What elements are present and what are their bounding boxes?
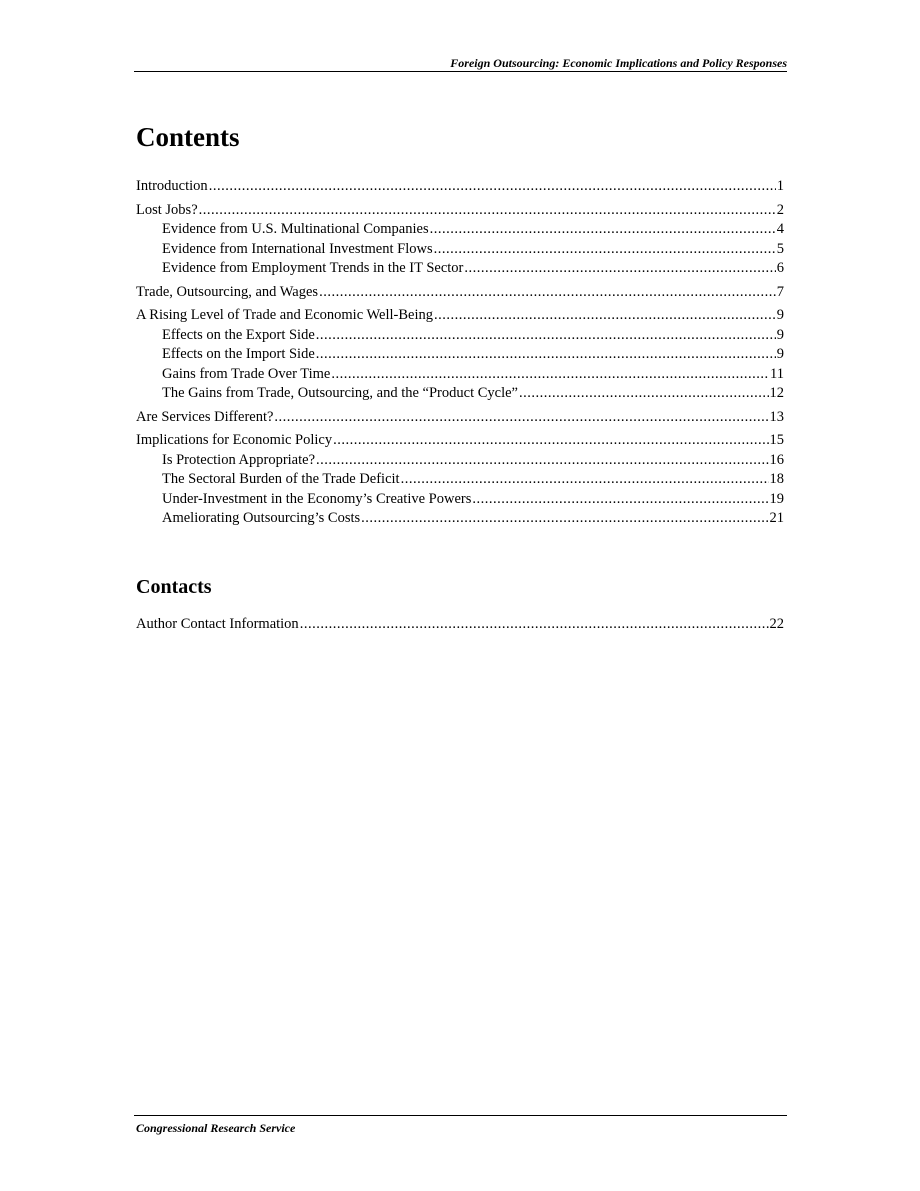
toc-entry-page-number: 21 [769,510,784,526]
toc-entry-label[interactable]: Is Protection Appropriate? [162,451,316,468]
toc-entry[interactable] [136,509,784,529]
toc-entry-label[interactable]: Are Services Different? [136,408,274,425]
dot-leader [519,384,769,404]
toc-entry-label[interactable]: Evidence from International Investment Flows [162,240,433,257]
toc-entry-label[interactable]: The Sectoral Burden of the Trade Deficit [162,471,400,487]
toc-entry[interactable] [136,240,784,260]
toc-entry-page-number: 12 [769,385,784,401]
toc-entry[interactable] [136,259,784,279]
dot-leader [274,408,768,428]
toc-entry-label[interactable]: Implications for Economic Policy [136,432,333,448]
toc-entry-page-number: 19 [769,490,784,507]
dot-leader [316,451,768,471]
dot-leader [464,259,775,279]
contents-heading: Contents [136,122,240,152]
dot-leader [209,177,776,197]
toc-entry-page-number: 13 [769,408,784,425]
dot-leader [199,201,776,221]
contacts-list [136,615,784,635]
table-of-contents [136,177,784,529]
dot-leader [434,306,776,326]
running-header: Foreign Outsourcing: Economic Implications and Policy Responses [450,56,787,70]
toc-entry-label[interactable]: Gains from Trade Over Time [162,365,331,382]
dot-leader [430,220,776,240]
dot-leader [300,615,769,635]
toc-entry[interactable] [136,615,784,635]
dot-leader [316,345,776,365]
toc-entry-label[interactable]: Effects on the Export Side [162,326,315,343]
toc-entry[interactable] [136,431,784,451]
dot-leader [434,240,776,260]
toc-entry-page-number: 1 [776,178,784,194]
toc-entry-page-number: 9 [776,307,784,323]
toc-entry[interactable] [136,451,784,471]
toc-entry-label[interactable]: A Rising Level of Trade and Economic Well-Being [136,307,433,323]
toc-entry-page-number: 2 [776,201,784,218]
toc-entry[interactable] [136,345,784,365]
dot-leader [361,509,768,529]
toc-entry[interactable] [136,408,784,428]
toc-entry-page-number: 5 [776,240,784,257]
footer-rule [134,1115,787,1116]
toc-entry-label[interactable]: Under-Investment in the Economy’s Creative Powers [162,490,472,507]
toc-entry[interactable] [136,490,784,510]
dot-leader [331,365,769,385]
toc-entry-label[interactable]: Introduction [136,178,208,194]
toc-entry-label[interactable]: Author Contact Information [136,616,299,632]
toc-entry-page-number: 9 [776,326,784,343]
toc-entry[interactable] [136,283,784,303]
contacts-heading: Contacts [136,576,212,598]
toc-entry-page-number: 15 [769,432,784,448]
toc-entry[interactable] [136,220,784,240]
dot-leader [333,431,768,451]
toc-entry-label[interactable]: Effects on the Import Side [162,346,315,362]
toc-entry-page-number: 7 [776,283,784,300]
toc-entry[interactable] [136,365,784,385]
toc-entry-page-number: 16 [769,451,784,468]
dot-leader [319,283,776,303]
toc-entry-label[interactable]: Trade, Outsourcing, and Wages [136,283,319,300]
header-rule [134,71,787,72]
toc-entry-label[interactable]: Lost Jobs? [136,201,198,218]
toc-entry-page-number: 11 [770,365,784,382]
toc-entry-label[interactable]: Evidence from Employment Trends in the IT Sector [162,260,464,276]
toc-entry[interactable] [136,201,784,221]
dot-leader [401,470,769,490]
toc-entry-page-number: 22 [769,616,784,632]
dot-leader [472,490,768,510]
dot-leader [316,326,776,346]
toc-entry[interactable] [136,470,784,490]
toc-entry-page-number: 6 [776,260,784,276]
toc-entry[interactable] [136,177,784,197]
toc-entry-label[interactable]: The Gains from Trade, Outsourcing, and the “Product Cycle” [162,385,518,401]
toc-entry-label[interactable]: Evidence from U.S. Multinational Companies [162,221,429,237]
toc-entry[interactable] [136,306,784,326]
toc-entry-page-number: 18 [769,471,784,487]
toc-entry-page-number: 4 [776,221,784,237]
toc-entry[interactable] [136,326,784,346]
toc-entry[interactable] [136,384,784,404]
toc-entry-label[interactable]: Ameliorating Outsourcing’s Costs [162,510,361,526]
toc-entry-page-number: 9 [776,346,784,362]
running-footer: Congressional Research Service [136,1121,296,1135]
